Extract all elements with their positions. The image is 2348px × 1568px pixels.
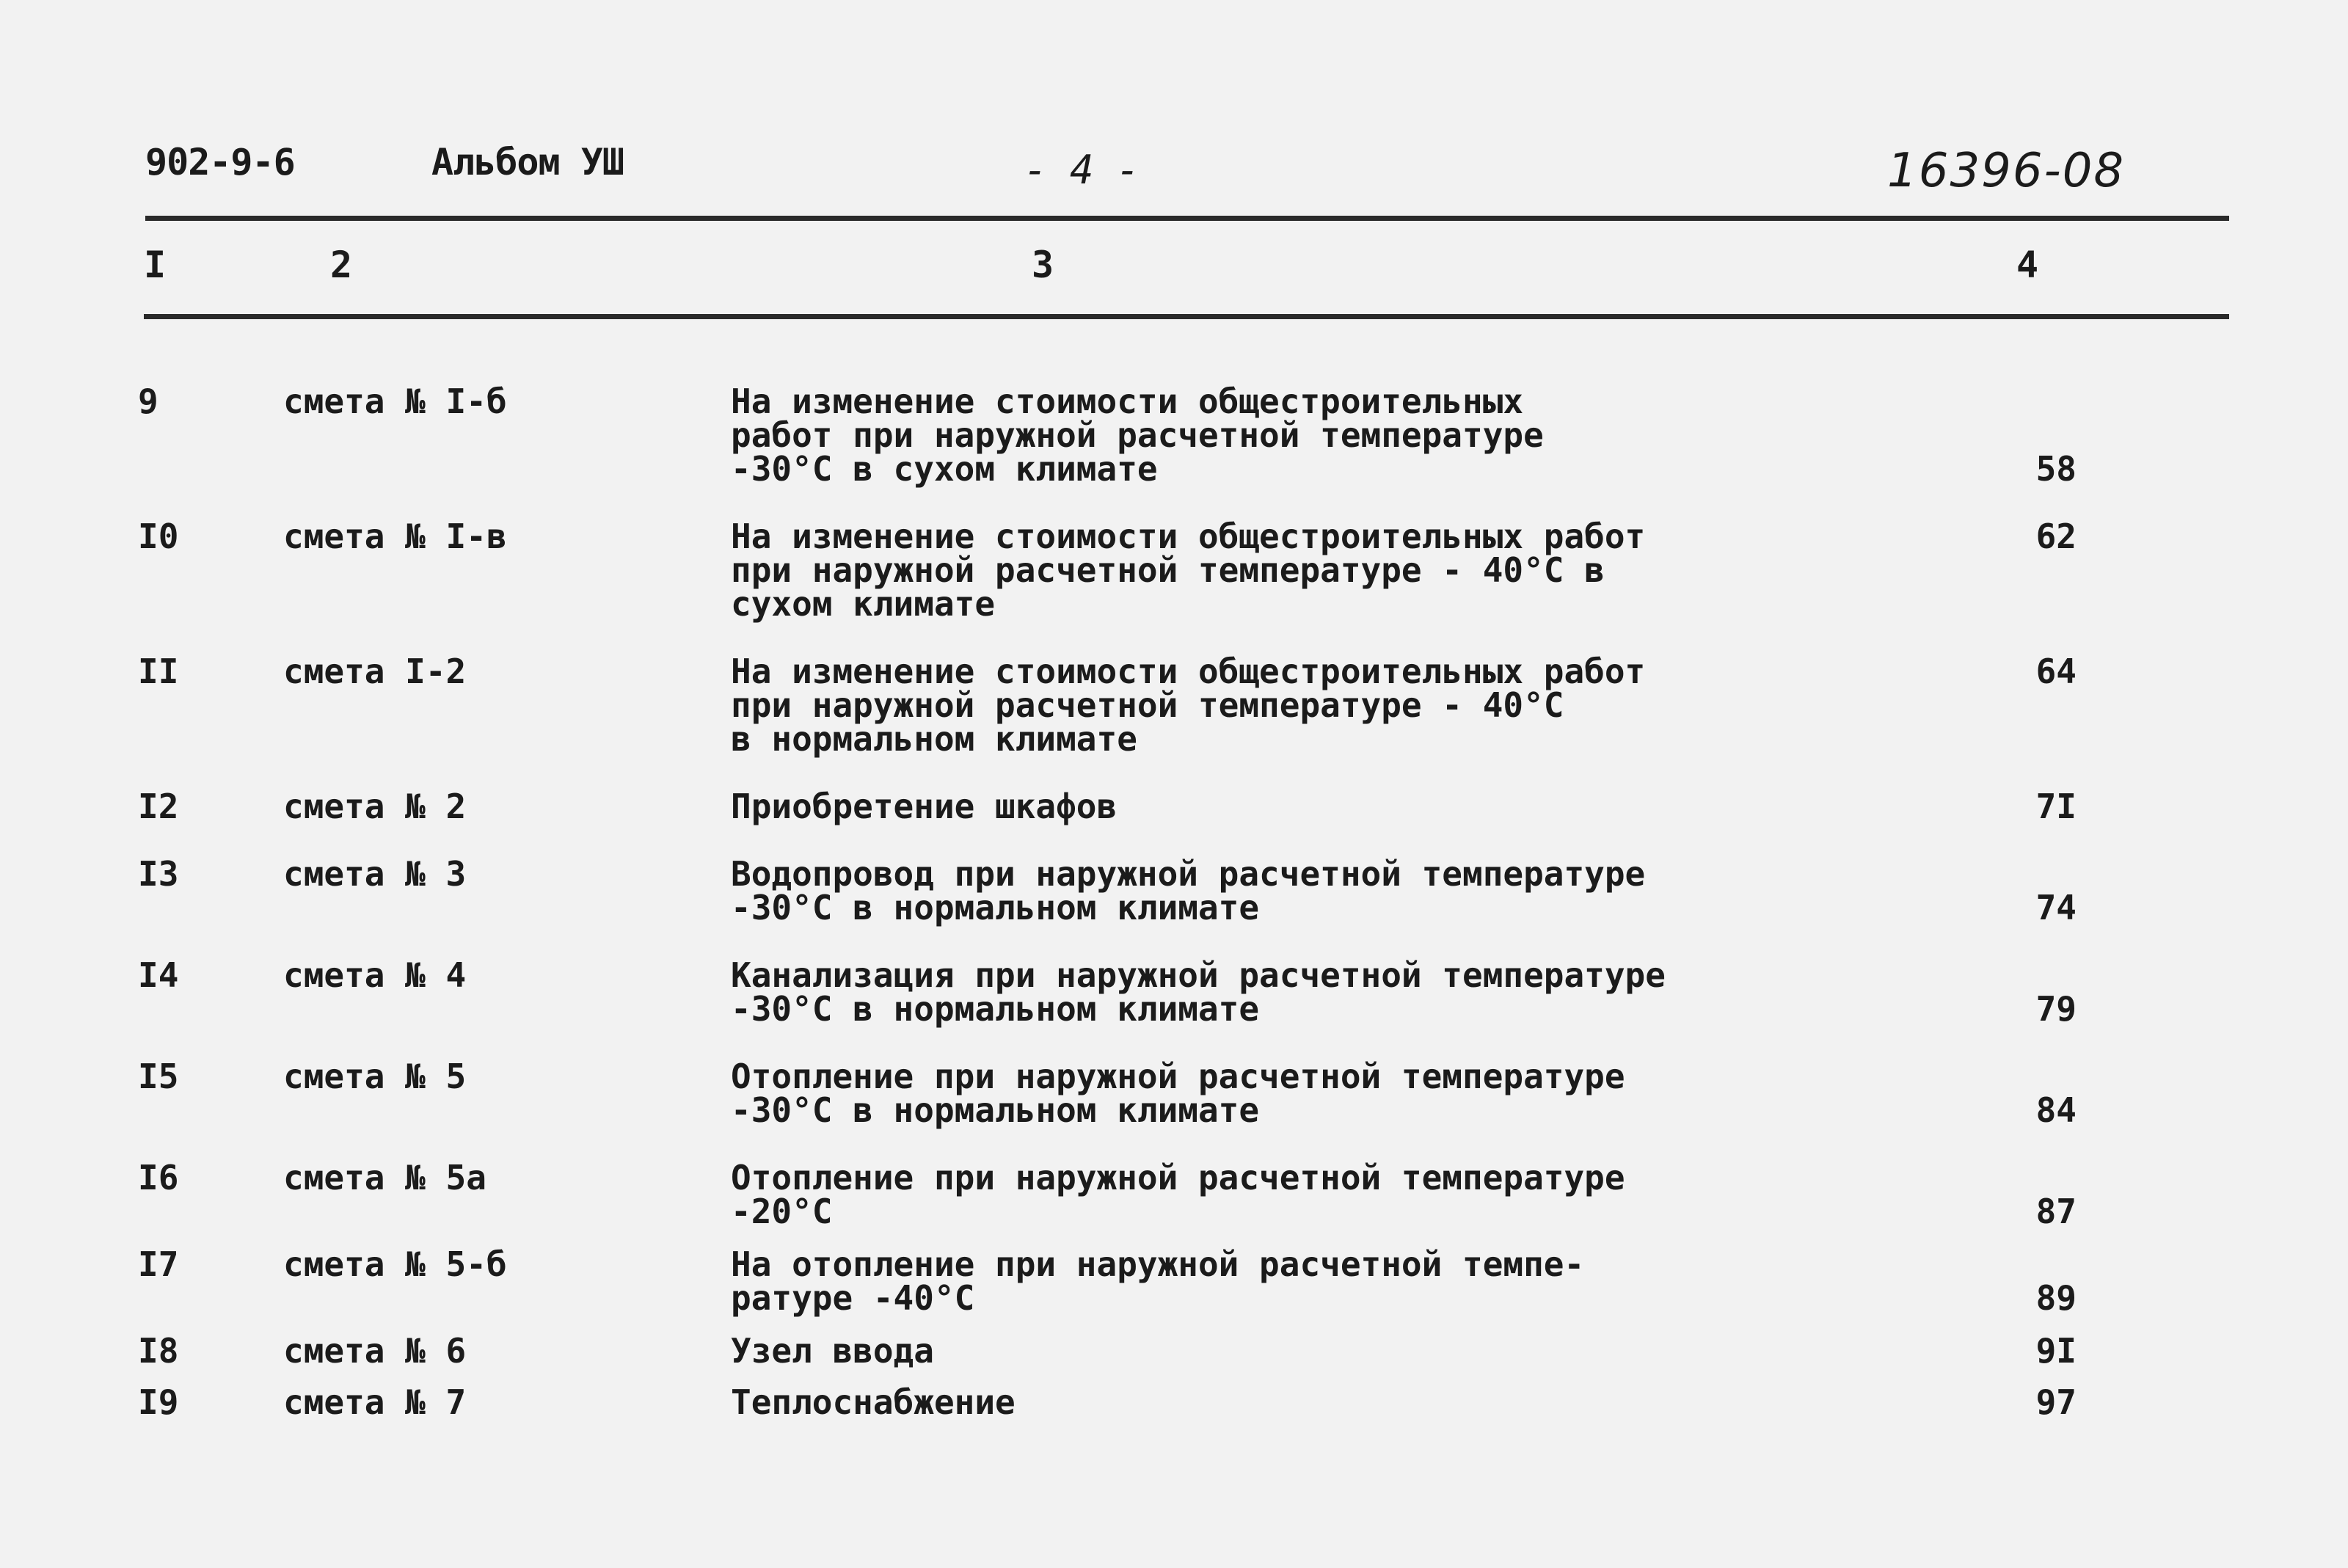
page-reference: 84 — [2035, 1090, 2077, 1130]
row-number: I7 — [138, 1244, 179, 1284]
row-number: 9 — [138, 382, 158, 421]
description-line: при наружной расчетной температуре - 40°С — [731, 685, 1564, 725]
estimate-reference: смета № 3 — [283, 854, 467, 894]
estimate-description — [731, 517, 1646, 624]
estimate-description — [731, 1057, 1625, 1130]
description-line: На изменение стоимости общестроительных — [731, 382, 1524, 421]
row-number: II — [138, 652, 179, 691]
description-line: Канализация при наружной расчетной температуре — [731, 955, 1666, 995]
description-line: Теплоснабжение — [731, 1382, 1016, 1422]
page-reference: 7I — [2035, 787, 2077, 826]
album-label: Альбом УШ — [431, 141, 624, 183]
top-rule — [145, 216, 2229, 221]
row-number: I8 — [138, 1331, 179, 1371]
description-line: -30°С в нормальном климате — [731, 989, 1260, 1029]
page-reference: 62 — [2035, 517, 2077, 556]
estimate-description — [731, 1244, 1585, 1318]
description-line: ратуре -40°С — [731, 1278, 975, 1318]
description-line: Приобретение шкафов — [731, 787, 1118, 826]
description-line: Узел ввода — [731, 1331, 934, 1371]
row-number: I9 — [138, 1382, 179, 1422]
row-number: I3 — [138, 854, 179, 894]
column-number-4: 4 — [2016, 244, 2039, 286]
description-line: -30°С в нормальном климате — [731, 1090, 1260, 1130]
page-reference: 9I — [2035, 1331, 2077, 1371]
row-number: I2 — [138, 787, 179, 826]
description-line: в нормальном климате — [731, 719, 1137, 759]
column-number-2: 2 — [330, 244, 353, 286]
page-reference: 79 — [2035, 989, 2077, 1029]
row-number: I4 — [138, 955, 179, 995]
page-reference: 89 — [2035, 1278, 2077, 1318]
estimate-reference: смета № I-б — [283, 382, 507, 421]
page-reference: 58 — [2035, 449, 2077, 489]
estimate-description — [731, 1382, 1016, 1422]
description-line: работ при наружной расчетной температуре — [731, 415, 1544, 455]
description-line: Отопление при наружной расчетной температуре — [731, 1057, 1625, 1096]
estimate-reference: смета № 2 — [283, 787, 467, 826]
page-reference: 87 — [2035, 1192, 2077, 1231]
description-line: На изменение стоимости общестроительных работ — [731, 652, 1646, 691]
column-number-1: I — [144, 244, 167, 286]
description-line: На изменение стоимости общестроительных работ — [731, 517, 1646, 556]
estimate-description — [731, 652, 1646, 759]
estimate-description — [731, 854, 1646, 927]
project-code: 902-9-6 — [145, 141, 295, 183]
page-reference: 97 — [2035, 1382, 2077, 1422]
estimate-reference: смета № 7 — [283, 1382, 467, 1422]
row-number: I6 — [138, 1158, 179, 1197]
description-line: сухом климате — [731, 584, 996, 624]
estimate-description — [731, 787, 1118, 826]
estimate-description — [731, 382, 1544, 489]
row-number: I5 — [138, 1057, 179, 1096]
page-reference: 74 — [2035, 888, 2077, 927]
estimate-reference: смета № 5-б — [283, 1244, 507, 1284]
description-line: Отопление при наружной расчетной температуре — [731, 1158, 1625, 1197]
document-number: 16396-08 — [1887, 144, 2126, 198]
page-reference: 64 — [2035, 652, 2077, 691]
estimate-description — [731, 1158, 1625, 1231]
estimate-reference: смета I-2 — [283, 652, 467, 691]
description-line: -30°С в нормальном климате — [731, 888, 1260, 927]
description-line: На отопление при наружной расчетной темпе- — [731, 1244, 1585, 1284]
estimate-reference: смета № I-в — [283, 517, 507, 556]
estimate-description — [731, 1331, 934, 1371]
description-line: Водопровод при наружной расчетной температуре — [731, 854, 1646, 894]
page-number: - 4 - — [1024, 147, 1140, 193]
estimate-description — [731, 955, 1666, 1029]
estimate-reference: смета № 4 — [283, 955, 467, 995]
estimate-reference: смета № 5 — [283, 1057, 467, 1096]
column-number-3: 3 — [1032, 244, 1054, 286]
description-line: -30°С в сухом климате — [731, 449, 1158, 489]
estimate-reference: смета № 5а — [283, 1158, 486, 1197]
description-line: при наружной расчетной температуре - 40°С в — [731, 550, 1605, 590]
row-number: I0 — [138, 517, 179, 556]
estimate-reference: смета № 6 — [283, 1331, 467, 1371]
header-rule — [144, 314, 2229, 319]
description-line: -20°С — [731, 1192, 833, 1231]
